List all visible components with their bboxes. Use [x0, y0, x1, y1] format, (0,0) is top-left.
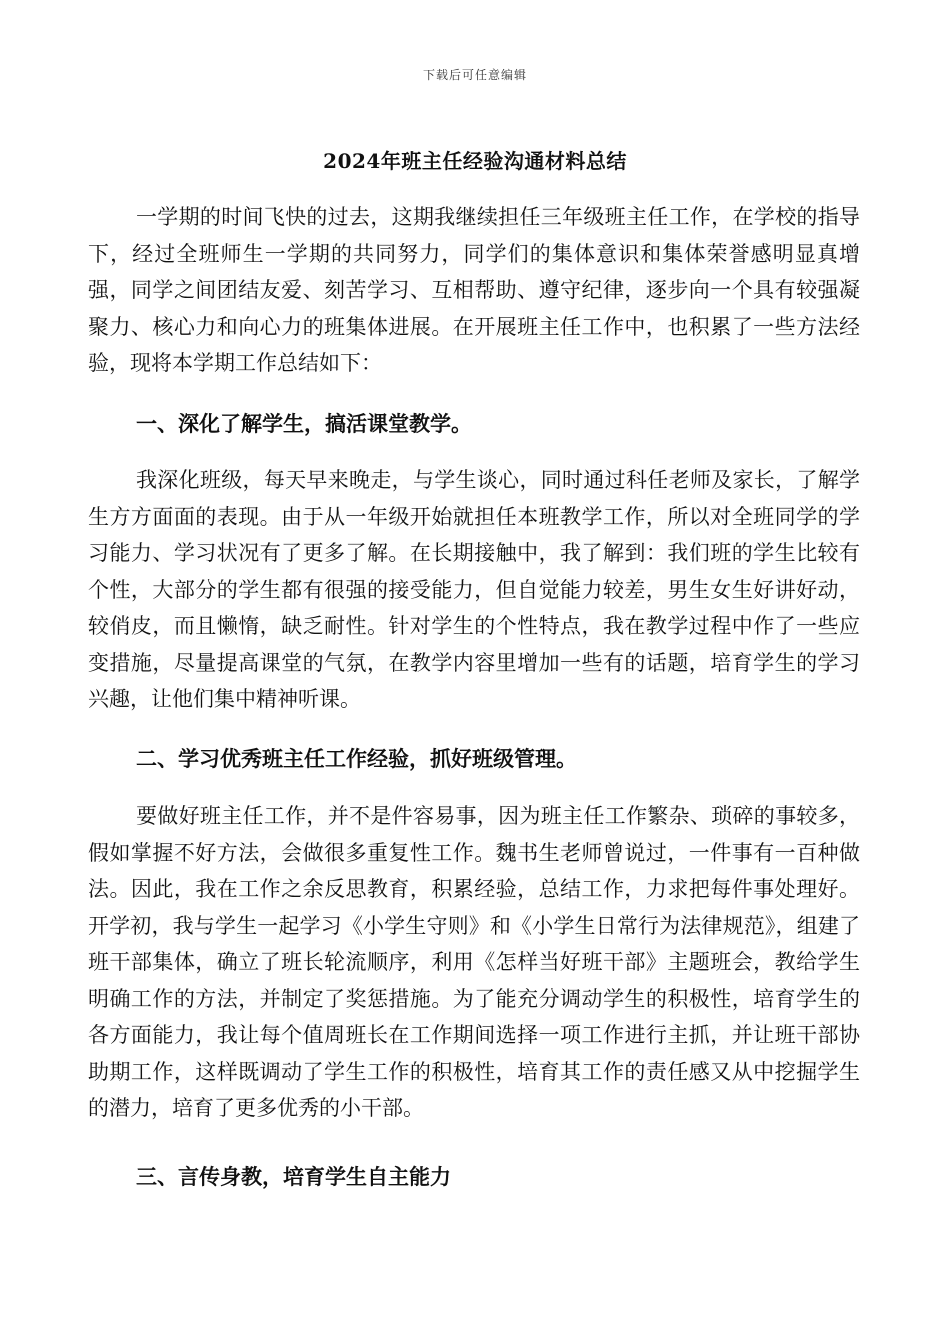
page-header-note: 下载后可任意编辑	[422, 68, 527, 82]
intro-paragraph: 一学期的时间飞快的过去，这期我继续担任三年级班主任工作，在学校的指导下，经过全班师生一学期的共同努力，同学们的集体意识和集体荣誉感明显真增强，同学之间团结友爱、刻苦学习、互相帮助、遵守纪律，逐步向一个具有较强凝聚力、核心力和向心力的班集体进展。在开展班主任工作中，也积累了一些方法经验，现将本学期工作总结如下：	[88, 205, 860, 375]
section-2-paragraph: 要做好班主任工作，并不是件容易事，因为班主任工作繁杂、琐碎的事较多，假如掌握不好方法，会做很多重复性工作。魏书生老师曾说过，一件事有一百种做法。因此，我在工作之余反思教育，积累经验，总结工作，力求把每件事处理好。开学初，我与学生一起学习《小学生守则》和《小学生日常行为法律规范》，组建了班干部集体，确立了班长轮流顺序，利用《怎样当好班干部》主题班会，教给学生明确工作的方法，并制定了奖惩措施。为了能充分调动学生的积极性，培育学生的各方面能力，我让每个值周班长在工作期间选择一项工作进行主抓，并让班干部协助期工作，这样既调动了学生工作的积极性，培育其工作的责任感又从中挖掘学生的潜力，培育了更多优秀的小干部。	[88, 804, 860, 1120]
document-title: 2024年班主任经验沟通材料总结	[323, 149, 627, 173]
section-heading-3: 三、言传身教，培育学生自主能力	[136, 1164, 451, 1189]
section-heading-1: 一、深化了解学生，搞活课堂教学。	[136, 411, 472, 436]
section-1-paragraph: 我深化班级，每天早来晚走，与学生谈心，同时通过科任老师及家长，了解学生方方面面的表现。由于从一年级开始就担任本班教学工作，所以对全班同学的学习能力、学习状况有了更多了解。在长期接触中，我了解到：我们班的学生比较有个性，大部分的学生都有很强的接受能力，但自觉能力较差，男生女生好讲好动，较俏皮，而且懒惰，缺乏耐性。针对学生的个性特点，我在教学过程中作了一些应变措施，尽量提高课堂的气氛，在教学内容里增加一些有的话题，培育学生的学习兴趣，让他们集中精神听课。	[88, 468, 860, 711]
section-heading-2: 二、学习优秀班主任工作经验，抓好班级管理。	[136, 746, 577, 771]
